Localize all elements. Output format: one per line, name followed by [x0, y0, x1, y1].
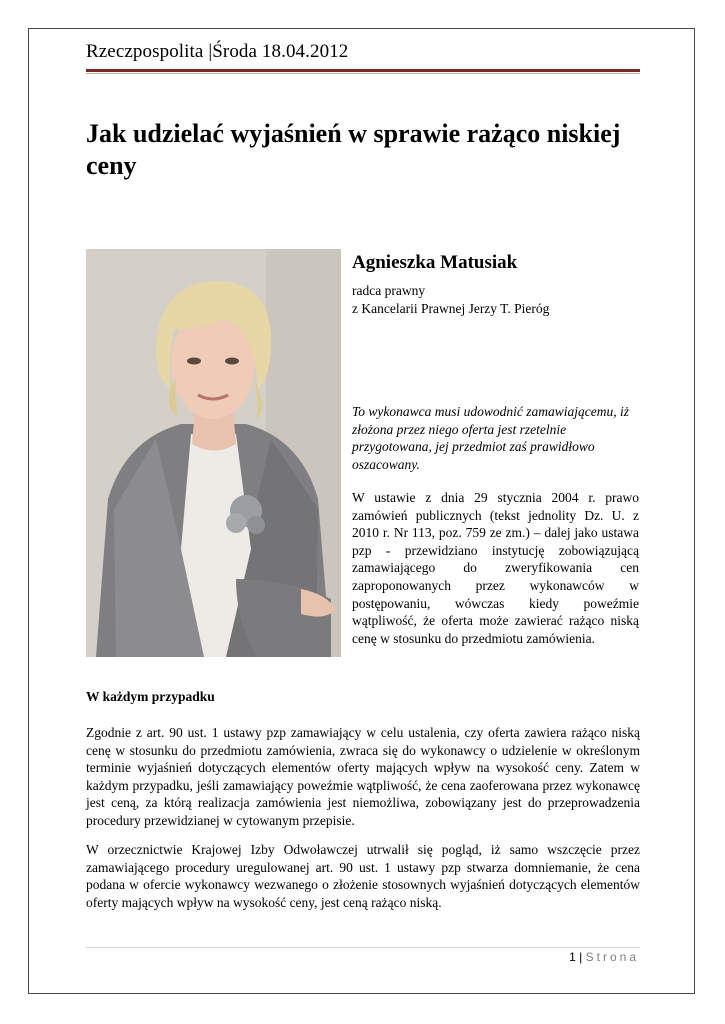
body-paragraph-1: Zgodnie z art. 90 ust. 1 ustawy pzp zamawiający w celu ustalenia, czy oferta zawiera rażąco niską cenę w stosunku do przedmiotu zamówienia, zwraca się do wykonawcy o udzielenie w określonym terminie wyjaśnień dotyczących elementów oferty mających wpływ na wysokość ceny. Zatem w każdym przypadku, jeśli zamawiający poweźmie wątpliwość, że cena zaoferowana przez wykonawcę jest ceną, za którą realizacja zamówienia jest niemożliwa, zobowiązany jest do przeprowadzenia procedury przewidzianej w cytowanym przepisie.: [86, 725, 640, 828]
page-label: Strona: [585, 950, 639, 964]
author-role: [352, 282, 642, 318]
article-lead: To wykonawca musi udowodnić zamawiającemu, iż złożona przez niego oferta jest rzetelnie przygotowana, jej przedmiot zaś prawidłowo oszacowany.: [352, 404, 630, 472]
publication-header: Rzeczpospolita |Środa 18.04.2012: [86, 41, 349, 62]
header-rule-thin: [86, 73, 640, 74]
footer-rule: [86, 947, 640, 948]
article-title: Jak udzielać wyjaśnień w sprawie rażąco niskiej ceny: [86, 119, 621, 180]
footer-separator: |: [579, 950, 583, 964]
body-paragraph-2: W orzecznictwie Krajowej Izby Odwoławczej utrwalił się pogląd, iż samo wszczęcie przez zamawiającego procedury uregulowanej art. 90 ust. 1 ustawy pzp stwarza domniemanie, że cena podana w ofercie wykonawcy wezwanego o złożenie stosownych wyjaśnień dotyczących elementów oferty mających wpływ na wysokość ceny, jest ceną rażąco niską.: [86, 842, 640, 910]
intro-paragraph: W ustawie z dnia 29 stycznia 2004 r. prawo zamówień publicznych (tekst jednolity Dz. U. z 2010 r. Nr 113, poz. 759 ze zm.) – dalej jako ustawa pzp - przewidziano instytucję zobowiązującą zamawiającego do zweryfikowania cen zaproponowanych przez wykonawców w postępowaniu, wówczas kiedy poweźmie wątpliwość, że oferta może zawierać rażąco niską cenę w stosunku do przedmiotu zamówienia.: [352, 490, 639, 646]
author-affiliation: z Kancelarii Prawnej Jerzy T. Pieróg: [352, 301, 550, 316]
author-title: radca prawny: [352, 283, 426, 298]
section-heading: W każdym przypadku: [86, 689, 215, 704]
author-photo: [86, 249, 341, 657]
page-number: 1: [569, 950, 576, 964]
page-footer: [569, 950, 639, 964]
header-rule: [86, 69, 640, 72]
author-name: Agnieszka Matusiak: [352, 252, 518, 273]
